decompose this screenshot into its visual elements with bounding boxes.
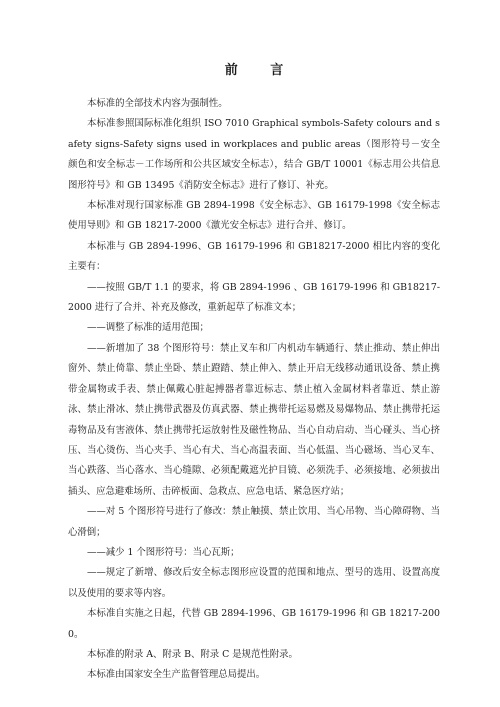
paragraph: 本标准由国家安全生产监督管理总局提出。 bbox=[87, 669, 266, 681]
paragraph: 本标准的附录 A、附录 B、附录 C 是规范性附录。 bbox=[87, 648, 298, 660]
paragraph: 本标准与 GB 2894-1996、GB 16179-1996 和 GB18217-2000 相比内容的变化主要有： bbox=[68, 240, 440, 273]
document-body bbox=[68, 94, 440, 686]
list-item: ——新增加了 38 个图形符号：禁止叉车和厂内机动车辆通行、禁止推动、禁止伸出窗外、禁止倚靠、禁止坐卧、禁止蹬踏、禁止伸入、禁止开启无线移动通讯设备、禁止携带金属物或手表、禁止佩戴心脏起搏器者靠近标志、禁止植入金属材料者靠近、禁止游泳、禁止滑冰、禁止携带武器及仿真武器、禁止携带托运易燃及易爆物品、禁止携带托运毒物品及有害液体、禁止携带托运放射性及磁性物品、当心自动启动、当心碰头、当心挤压、当心烫伤、当心夹手、当心有犬、当心高温表面、当心低温、当心磁场、当心叉车、当心跌落、当心落水、当心缝隙、必须配戴遮光护目镜、必须洗手、必须接地、必须拔出插头、应急避难场所、击碎板面、急救点、应急电话、紧急医疗站； bbox=[68, 342, 440, 497]
preface-title: 前 言 bbox=[224, 63, 298, 78]
list-item: ——对 5 个图形符号进行了修改：禁止触摸、禁止饮用、当心吊物、当心障碍物、当心滑倒； bbox=[68, 506, 440, 538]
list-item: ——按照 GB/T 1.1 的要求，将 GB 2894-1996 、GB 16179-1996 和 GB18217-2000 进行了合并、补充及修改，重新起草了标准文本； bbox=[68, 281, 440, 314]
paragraph: 本标准参照国际标准化组织 ISO 7010 Graphical symbols-Safety colours and safety signs-Safety signs used in workplaces and public areas（图形符号－安全颜色和安全标志－工作场所和公共区域安全标志），结合 GB/T 10001《标志用公共信息图形符号》和 GB 13495《消防安全标志》进行了修订、补充。 bbox=[68, 118, 440, 191]
paragraph: 本标准自实施之日起，代替 GB 2894-1996、GB 16179-1996 和 GB 18217-2000。 bbox=[68, 608, 440, 640]
list-item: ——调整了标准的适用范围； bbox=[87, 322, 209, 334]
list-item: ——规定了新增、修改后安全标志图形应设置的范围和地点、型号的选用、设置高度以及使用的要求等内容。 bbox=[68, 567, 440, 599]
paragraph: 本标准对现行国家标准 GB 2894-1998《安全标志》、GB 16179-1998《安全标志使用导则》和 GB 18217-2000《激光安全标志》进行合并、修订。 bbox=[68, 200, 440, 232]
paragraph: 本标准的全部技术内容为强制性。 bbox=[87, 98, 228, 109]
list-item: ——减少 1 个图形符号：当心瓦斯； bbox=[87, 546, 240, 558]
